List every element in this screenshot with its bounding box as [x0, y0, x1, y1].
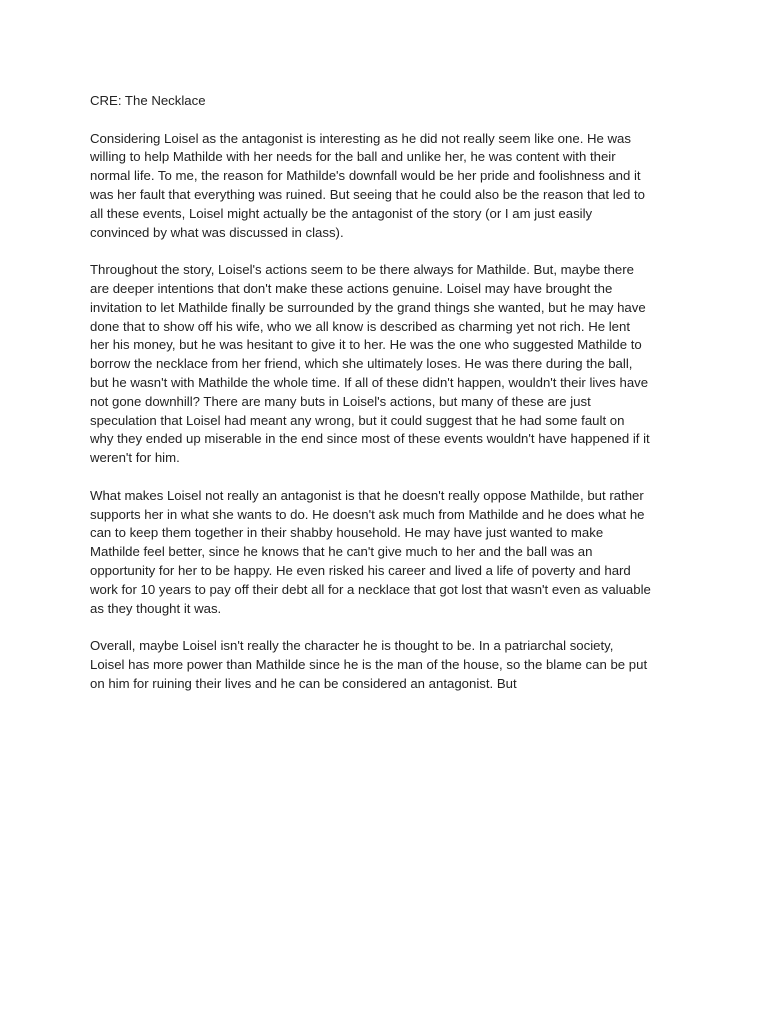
paragraph-line: weren't for him. — [90, 450, 180, 466]
paragraphs-container — [90, 130, 690, 694]
paragraph-line: normal life. To me, the reason for Mathilde's downfall would be her pride and foolishness and it — [90, 168, 641, 184]
paragraph-line: opportunity for her to be happy. He even risked his career and lived a life of poverty and hard — [90, 562, 631, 578]
paragraph-line: supports her in what she wants to do. He doesn't ask much from Mathilde and he does what he — [90, 506, 645, 522]
paragraph-line: convinced by what was discussed in class). — [90, 224, 344, 240]
paragraph-line: as they thought it was. — [90, 600, 222, 616]
paragraph-line: done that to show off his wife, who we all know is described as charming yet not rich. He lent — [90, 318, 630, 334]
paragraph — [90, 487, 690, 619]
paragraph-line: but he wasn't with Mathilde the whole time. If all of these didn't happen, wouldn't their lives have — [90, 374, 649, 390]
paragraph-line: What makes Loisel not really an antagonist is that he doesn't really oppose Mathilde, but rather — [90, 487, 644, 503]
document-body — [90, 92, 690, 712]
paragraph-line: Overall, maybe Loisel isn't really the character he is thought to be. In a patriarchal society, — [90, 638, 614, 654]
paragraph-line: can to keep them together in their shabby household. He may have just wanted to make — [90, 525, 604, 541]
paragraph-line: all these events, Loisel might actually be the antagonist of the story (or I am just easily — [90, 205, 593, 221]
paragraph — [90, 130, 690, 243]
paragraph-line: borrow the necklace from her friend, which she ultimately loses. He was there during the ball, — [90, 356, 633, 372]
paragraph-line: speculation that Loisel had meant any wrong, but it could suggest that he had some fault on — [90, 412, 625, 428]
paragraph-line: willing to help Mathilde with her needs for the ball and unlike her, he was content with their — [90, 149, 616, 165]
paragraph-line: her his money, but he was hesitant to give it to her. He was the one who suggested Mathilde to — [90, 337, 642, 353]
paragraph-line: Throughout the story, Loisel's actions seem to be there always for Mathilde. But, maybe there — [90, 262, 634, 278]
paragraph-line: invitation to let Mathilde finally be surrounded by the grand things she wanted, but he may have — [90, 299, 646, 315]
paragraph-line: was her fault that everything was ruined. But seeing that he could also be the reason that led to — [90, 186, 645, 202]
paragraph-line: on him for ruining their lives and he can be considered an antagonist. But — [90, 675, 517, 691]
document-title: CRE: The Necklace — [90, 93, 206, 108]
paragraph — [90, 261, 690, 468]
paragraph-line: work for 10 years to pay off their debt all for a necklace that got lost that wasn't even as valuable — [90, 581, 651, 597]
paragraph-line: Loisel has more power than Mathilde since he is the man of the house, so the blame can be put — [90, 656, 648, 672]
paragraph-line: not gone downhill? There are many buts in Loisel's actions, but many of these are just — [90, 393, 591, 409]
paragraph-line: why they ended up miserable in the end since most of these events wouldn't have happened if it — [90, 431, 650, 447]
paragraph — [90, 637, 690, 693]
paragraph-line: Considering Loisel as the antagonist is interesting as he did not really seem like one. He was — [90, 130, 631, 146]
paragraph-line: are deeper intentions that don't make these actions genuine. Loisel may have brought the — [90, 280, 613, 296]
paragraph-line: Mathilde feel better, since he knows that he can't give much to her and the ball was an — [90, 544, 593, 560]
